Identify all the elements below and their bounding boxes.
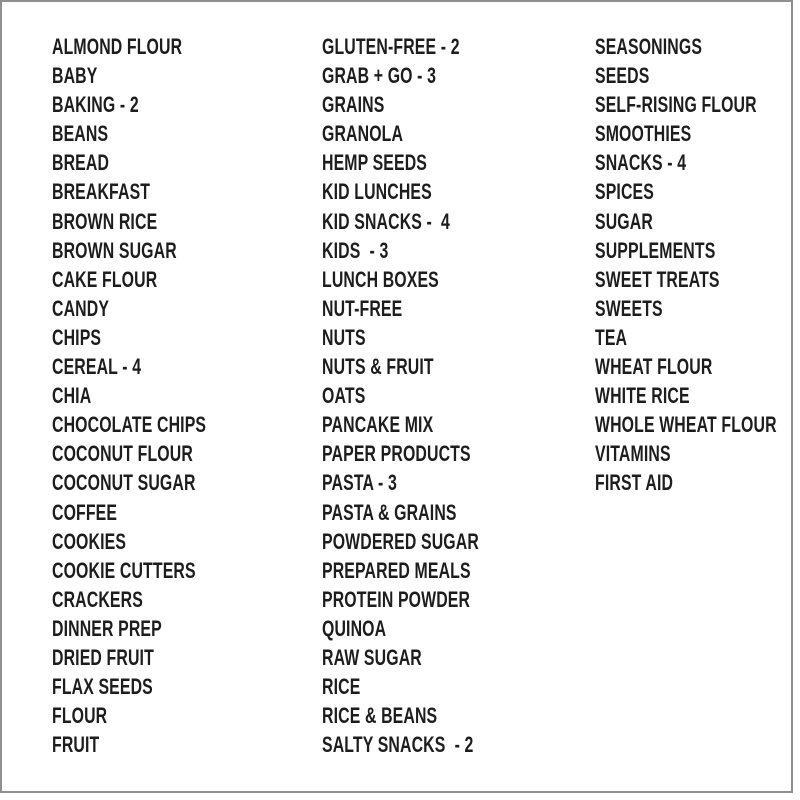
list-item: PROTEIN POWDER (322, 586, 471, 612)
list-item: TEA (595, 324, 628, 350)
list-item: DRIED FRUIT (52, 644, 154, 670)
list-item: SMOOTHIES (595, 121, 692, 147)
list-item: KID LUNCHES (322, 179, 432, 205)
list-item: FLAX SEEDS (52, 674, 153, 700)
list-item: SWEET TREATS (595, 266, 720, 292)
list-item: CHIA (52, 383, 92, 409)
list-item: BABY (52, 63, 98, 89)
list-item: PANCAKE MIX (322, 412, 434, 438)
list-item: SNACKS - 4 (595, 150, 687, 176)
list-item: WHEAT FLOUR (595, 354, 713, 380)
list-item: POWDERED SUGAR (322, 528, 479, 554)
list-item: HEMP SEEDS (322, 150, 428, 176)
list-item: BREAKFAST (52, 179, 151, 205)
list-item: PASTA & GRAINS (322, 499, 457, 525)
list-item: OATS (322, 383, 366, 409)
list-item: WHITE RICE (595, 383, 690, 409)
list-item: VITAMINS (595, 441, 671, 467)
list-item: SEEDS (595, 63, 650, 89)
list-item: QUINOA (322, 615, 387, 641)
list-item: BEANS (52, 121, 109, 147)
list-item: SWEETS (595, 295, 663, 321)
list-item: COCONUT SUGAR (52, 470, 196, 496)
list-item: KID SNACKS - 4 (322, 208, 451, 234)
list-item: COOKIES (52, 528, 127, 554)
list-item: DINNER PREP (52, 615, 162, 641)
label-list-column-1 (52, 32, 206, 759)
list-item: SEASONINGS (595, 34, 703, 59)
list-item: RAW SUGAR (322, 644, 422, 670)
list-item: ALMOND FLOUR (52, 34, 183, 59)
list-item: FRUIT (52, 732, 100, 758)
list-item: SPICES (595, 179, 654, 205)
list-item: GRAB + GO - 3 (322, 63, 437, 89)
list-item: PREPARED MEALS (322, 557, 471, 583)
list-item: PAPER PRODUCTS (322, 441, 471, 467)
label-list-column-2 (322, 32, 479, 759)
list-item: CRACKERS (52, 586, 143, 612)
list-item: GRAINS (322, 92, 385, 118)
list-item: BREAD (52, 150, 110, 176)
list-item: NUTS (322, 324, 366, 350)
list-item: SUPPLEMENTS (595, 237, 716, 263)
list-item: KIDS - 3 (322, 237, 389, 263)
list-item: RICE & BEANS (322, 703, 438, 729)
list-item: CHOCOLATE CHIPS (52, 412, 207, 438)
list-item: COCONUT FLOUR (52, 441, 193, 467)
list-item: SALTY SNACKS - 2 (322, 732, 474, 758)
list-item: SUGAR (595, 208, 653, 234)
list-item: NUTS & FRUIT (322, 354, 434, 380)
label-list-column-3 (595, 32, 777, 498)
list-item: CHIPS (52, 324, 102, 350)
list-item: GRANOLA (322, 121, 404, 147)
list-item: BAKING - 2 (52, 92, 139, 118)
list-item: NUT-FREE (322, 295, 403, 321)
list-item: FIRST AID (595, 470, 674, 496)
list-item: BROWN RICE (52, 208, 158, 234)
list-item: SELF-RISING FLOUR (595, 92, 757, 118)
list-item: LUNCH BOXES (322, 266, 439, 292)
list-item: RICE (322, 674, 361, 700)
list-item: WHOLE WHEAT FLOUR (595, 412, 777, 438)
list-item: FLOUR (52, 703, 108, 729)
list-item: GLUTEN-FREE - 2 (322, 34, 460, 59)
list-item: PASTA - 3 (322, 470, 397, 496)
list-item: BROWN SUGAR (52, 237, 177, 263)
list-item: CEREAL - 4 (52, 354, 142, 380)
list-item: COOKIE CUTTERS (52, 557, 196, 583)
list-item: COFFEE (52, 499, 118, 525)
list-item: CAKE FLOUR (52, 266, 158, 292)
list-item: CANDY (52, 295, 110, 321)
